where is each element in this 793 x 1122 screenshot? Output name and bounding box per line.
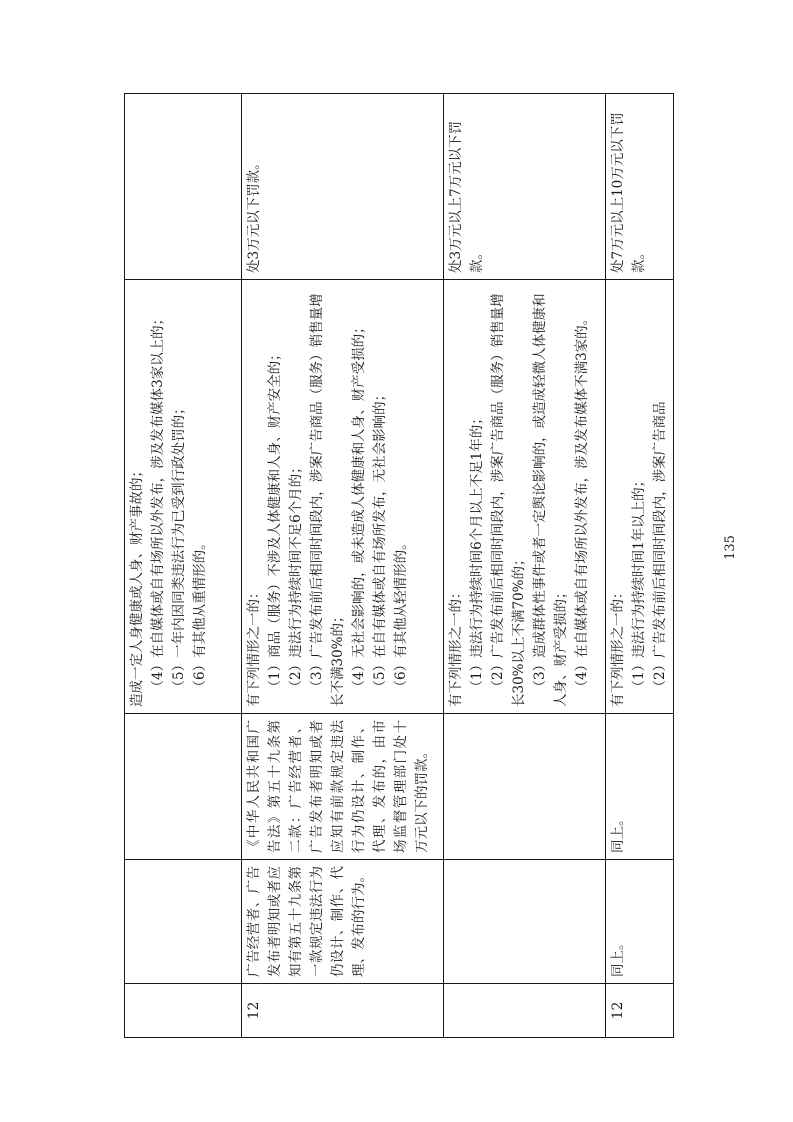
legal-basis: 《中华人民共和国广告法》第五十九条第二款：广告经营者、广告发布者明知或者应知有前款规定违法行为仍设计、制作、代理、发布的，由市场监督管理部门处十万元以下的罚款。 [242, 714, 444, 860]
penalty: 处3万元以上7万元以下罚款。 [444, 94, 606, 280]
circumstance-line: （2）广告发布前后相同时间段内，涉案广告商品 [652, 401, 668, 694]
legal-basis: 同上。 [606, 714, 674, 860]
circumstance-line: 有下列情形之一的： [610, 585, 626, 707]
table-row [242, 94, 444, 1038]
circumstance-line: （4）在自媒体或自有场所以外发布，涉及发布媒体3家以上的； [150, 311, 166, 694]
circumstance-line: （1）违法行为持续时间1年以上的； [631, 473, 647, 694]
rotated-table [124, 94, 668, 1038]
row-number [125, 984, 242, 1038]
circumstances [242, 280, 444, 714]
circumstance-line: （2）违法行为持续时间不足6个月的； [288, 460, 304, 694]
circumstance-line: （3）广告发布前后相同时间段内，涉案广告商品（服务）销售量增长不满30%的； [309, 293, 346, 707]
rotated-table-frame [124, 94, 668, 1038]
circumstance-line: （5）在自有媒体或自有场所发布，无社会影响的； [372, 387, 388, 694]
circumstance-line: 造成一定人身健康或人身、财产事故的； [129, 464, 145, 707]
penalty-standard-table [124, 93, 674, 1038]
table-row [125, 94, 242, 1038]
legal-basis [444, 714, 606, 860]
page-number: 135 [722, 535, 738, 560]
circumstance-line: （1）商品（服务）不涉及人体健康和人身、财产安全的； [267, 347, 283, 694]
circumstance-line: （1）违法行为持续时间6个月以上不足1年的； [469, 411, 485, 694]
penalty: 处7万元以上10万元以下罚款。 [606, 94, 674, 280]
violation-act [125, 860, 242, 984]
penalty [125, 94, 242, 280]
circumstance-line: （2）广告发布前后相同时间段内，涉案广告商品（服务）销售量增长30%以上不满70%的； [490, 293, 527, 707]
circumstance-line: 有下列情形之一的： [448, 585, 464, 707]
circumstances [444, 280, 606, 714]
circumstance-line: （3）造成群体性事件或者一定舆论影响的，或造成轻微人体健康和人身、财产受损的； [532, 293, 569, 707]
violation-act [444, 860, 606, 984]
violation-act: 广告经营者、广告发布者明知或者应知有第五十九条第一款规定违法行为仍设计、制作、代理、发布的行为。 [242, 860, 444, 984]
row-number: 12 [606, 984, 674, 1038]
row-number: 12 [242, 984, 444, 1038]
circumstance-line: （6）有其他从轻情形的。 [393, 536, 409, 694]
circumstances [125, 280, 242, 714]
table-row [444, 94, 606, 1038]
violation-act: 同上。 [606, 860, 674, 984]
circumstance-line: （4）无社会影响的，或未造成人体健康和人身、财产受损的； [351, 320, 367, 694]
legal-basis [125, 714, 242, 860]
circumstances [606, 280, 674, 714]
row-number [444, 984, 606, 1038]
penalty: 处3万元以下罚款。 [242, 94, 444, 280]
table-row [606, 94, 674, 1038]
circumstance-line: （6）有其他从重情形的。 [192, 536, 208, 694]
circumstance-line: 有下列情形之一的： [246, 585, 262, 707]
circumstance-line: （4）在自媒体或自有场所以外发布，涉及发布媒体不满3家的。 [574, 311, 590, 694]
circumstance-line: （5）一年内因同类违法行为已受到行政处罚的； [171, 401, 187, 694]
